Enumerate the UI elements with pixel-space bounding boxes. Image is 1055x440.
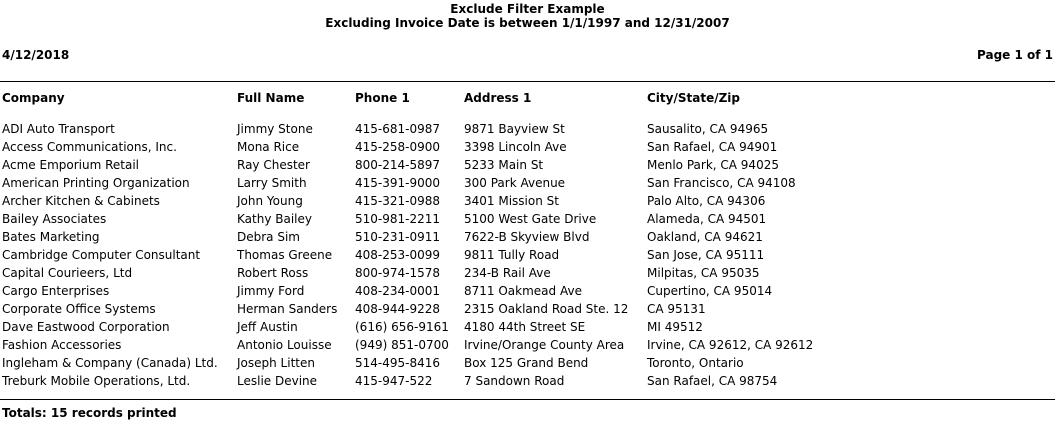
city-state-zip-cell: San Francisco, CA 94108 <box>647 176 796 190</box>
company-cell: Cambridge Computer Consultant <box>2 248 201 262</box>
phone-cell: 510-981-2211 <box>355 212 441 226</box>
address-cell: 5233 Main St <box>464 158 544 172</box>
report-subtitle: Excluding Invoice Date is between 1/1/1997 and 12/31/2007 <box>325 16 730 30</box>
full-name-cell: Jimmy Stone <box>237 122 313 136</box>
table-row <box>0 139 1055 157</box>
full-name-cell: Ray Chester <box>237 158 310 172</box>
full-name-cell: Robert Ross <box>237 266 309 280</box>
table-row <box>0 247 1055 265</box>
column-header-address: Address 1 <box>464 91 532 105</box>
address-cell: 5100 West Gate Drive <box>464 212 597 226</box>
address-cell: 234-B Rail Ave <box>464 266 551 280</box>
table-row <box>0 193 1055 211</box>
phone-cell: 800-974-1578 <box>355 266 441 280</box>
full-name-cell: Kathy Bailey <box>237 212 312 226</box>
full-name-cell: Antonio Louisse <box>237 338 332 352</box>
phone-cell: 415-321-0988 <box>355 194 441 208</box>
table-row <box>0 175 1055 193</box>
page-number: Page 1 of 1 <box>977 48 1053 62</box>
city-state-zip-cell: Alameda, CA 94501 <box>647 212 767 226</box>
phone-cell: (616) 656-9161 <box>355 320 449 334</box>
company-cell: Dave Eastwood Corporation <box>2 320 170 334</box>
city-state-zip-cell: San Rafael, CA 98754 <box>647 374 778 388</box>
phone-cell: 415-681-0987 <box>355 122 441 136</box>
address-cell: 2315 Oakland Road Ste. 12 <box>464 302 629 316</box>
address-cell: 300 Park Avenue <box>464 176 566 190</box>
city-state-zip-cell: Menlo Park, CA 94025 <box>647 158 779 172</box>
table-row <box>0 121 1055 139</box>
phone-cell: 415-258-0900 <box>355 140 441 154</box>
city-state-zip-cell: Toronto, Ontario <box>647 356 744 370</box>
full-name-cell: Mona Rice <box>237 140 300 154</box>
city-state-zip-cell: San Jose, CA 95111 <box>647 248 765 262</box>
city-state-zip-cell: Cupertino, CA 95014 <box>647 284 773 298</box>
address-cell: Box 125 Grand Bend <box>464 356 589 370</box>
company-cell: Acme Emporium Retail <box>2 158 139 172</box>
phone-cell: 415-391-9000 <box>355 176 441 190</box>
full-name-cell: Larry Smith <box>237 176 307 190</box>
column-header-city-state-zip: City/State/Zip <box>647 91 740 105</box>
address-cell: 7 Sandown Road <box>464 374 565 388</box>
full-name-cell: Leslie Devine <box>237 374 318 388</box>
phone-cell: 510-231-0911 <box>355 230 441 244</box>
full-name-cell: Jeff Austin <box>237 320 298 334</box>
table-row <box>0 319 1055 337</box>
company-cell: Access Communications, Inc. <box>2 140 177 154</box>
table-row <box>0 301 1055 319</box>
full-name-cell: Jimmy Ford <box>237 284 305 298</box>
full-name-cell: Joseph Litten <box>237 356 315 370</box>
report-date: 4/12/2018 <box>2 48 70 62</box>
address-cell: 7622-B Skyview Blvd <box>464 230 590 244</box>
phone-cell: 408-234-0001 <box>355 284 441 298</box>
phone-cell: 514-495-8416 <box>355 356 441 370</box>
city-state-zip-cell: Irvine, CA 92612, CA 92612 <box>647 338 814 352</box>
address-cell: 9871 Bayview St <box>464 122 565 136</box>
column-header-phone: Phone 1 <box>355 91 410 105</box>
company-cell: Ingleham & Company (Canada) Ltd. <box>2 356 218 370</box>
city-state-zip-cell: CA 95131 <box>647 302 706 316</box>
company-cell: Bailey Associates <box>2 212 107 226</box>
column-header-full-name: Full Name <box>237 91 305 105</box>
address-cell: 9811 Tully Road <box>464 248 560 262</box>
address-cell: 3398 Lincoln Ave <box>464 140 567 154</box>
table-row <box>0 211 1055 229</box>
city-state-zip-cell: Milpitas, CA 95035 <box>647 266 760 280</box>
company-cell: Capital Courieers, Ltd <box>2 266 133 280</box>
phone-cell: (949) 851-0700 <box>355 338 449 352</box>
address-cell: 8711 Oakmead Ave <box>464 284 582 298</box>
company-cell: Bates Marketing <box>2 230 100 244</box>
address-cell: 3401 Mission St <box>464 194 559 208</box>
full-name-cell: Thomas Greene <box>237 248 333 262</box>
phone-cell: 408-253-0099 <box>355 248 441 262</box>
report-title: Exclude Filter Example <box>450 2 605 16</box>
header-divider <box>0 81 1055 82</box>
city-state-zip-cell: MI 49512 <box>647 320 703 334</box>
company-cell: American Printing Organization <box>2 176 190 190</box>
company-cell: Cargo Enterprises <box>2 284 110 298</box>
table-row <box>0 265 1055 283</box>
phone-cell: 800-214-5897 <box>355 158 441 172</box>
footer-divider <box>0 399 1055 400</box>
city-state-zip-cell: Oakland, CA 94621 <box>647 230 763 244</box>
full-name-cell: Debra Sim <box>237 230 300 244</box>
company-cell: Fashion Accessories <box>2 338 122 352</box>
table-row <box>0 283 1055 301</box>
company-cell: ADI Auto Transport <box>2 122 115 136</box>
table-row <box>0 355 1055 373</box>
address-cell: 4180 44th Street SE <box>464 320 586 334</box>
table-row <box>0 229 1055 247</box>
company-cell: Treburk Mobile Operations, Ltd. <box>2 374 191 388</box>
city-state-zip-cell: Sausalito, CA 94965 <box>647 122 769 136</box>
table-row <box>0 157 1055 175</box>
record-table <box>0 121 1055 391</box>
city-state-zip-cell: Palo Alto, CA 94306 <box>647 194 766 208</box>
record-totals: Totals: 15 records printed <box>2 406 177 420</box>
address-cell: Irvine/Orange County Area <box>464 338 625 352</box>
company-cell: Corporate Office Systems <box>2 302 156 316</box>
phone-cell: 415-947-522 <box>355 374 433 388</box>
city-state-zip-cell: San Rafael, CA 94901 <box>647 140 778 154</box>
table-row <box>0 337 1055 355</box>
full-name-cell: John Young <box>237 194 303 208</box>
phone-cell: 408-944-9228 <box>355 302 441 316</box>
company-cell: Archer Kitchen & Cabinets <box>2 194 160 208</box>
column-header-company: Company <box>2 91 65 105</box>
full-name-cell: Herman Sanders <box>237 302 338 316</box>
table-row <box>0 373 1055 391</box>
